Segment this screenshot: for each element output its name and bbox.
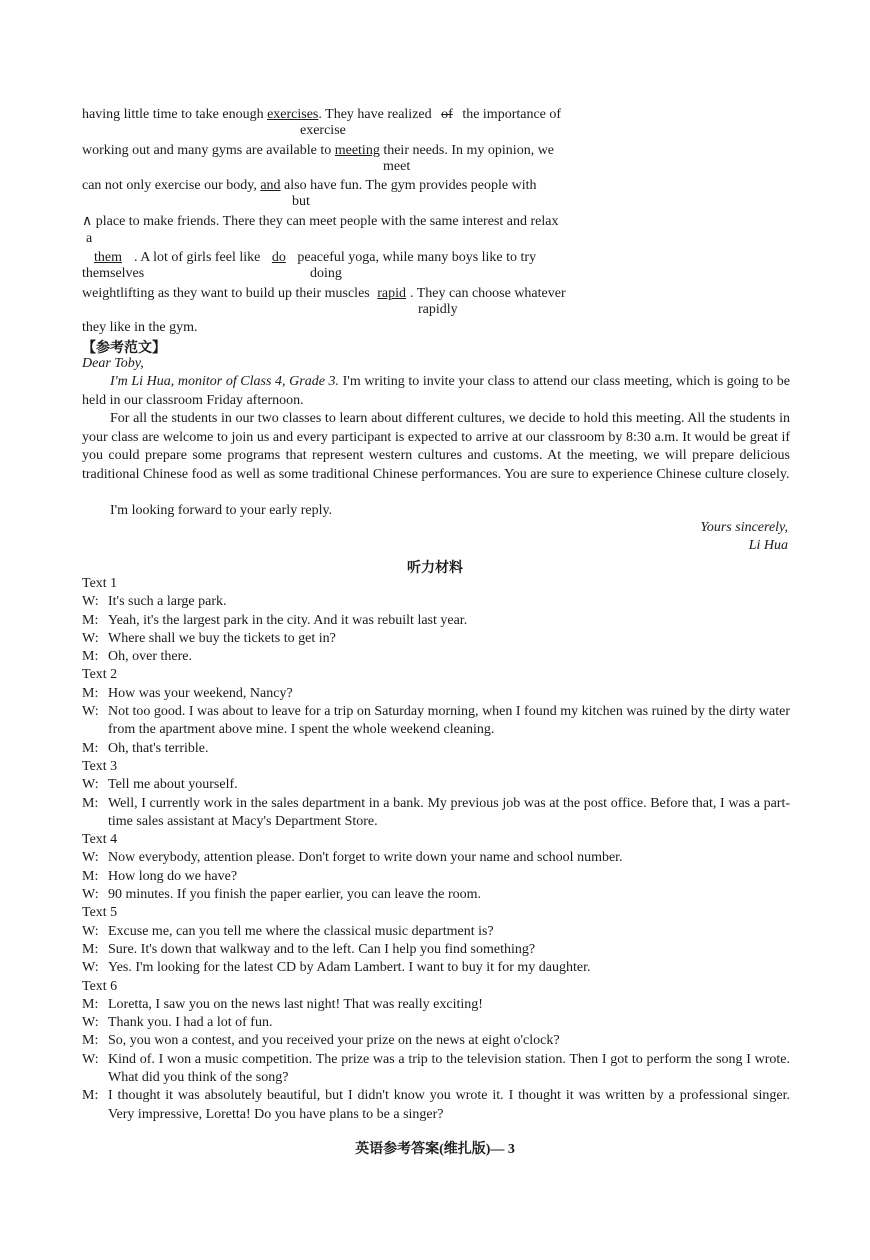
text: also have fun. The gym provides people with bbox=[280, 178, 537, 193]
correction-word: but bbox=[292, 194, 310, 209]
speaker: M: bbox=[82, 996, 99, 1012]
dialogue-line bbox=[82, 1032, 790, 1050]
correction-line-1 bbox=[82, 106, 561, 124]
utterance: Thank you. I had a lot of fun. bbox=[108, 1015, 273, 1031]
correction-word: doing bbox=[310, 266, 342, 281]
utterance: Well, I currently work in the sales department in a bank. My previous job was at the post office. Before that, I was a part-time sales assistant at Macy's Department Store. bbox=[108, 795, 790, 829]
text: the importance of bbox=[458, 107, 562, 122]
text: . They can choose whatever bbox=[410, 286, 566, 301]
correction-line-5 bbox=[82, 249, 536, 267]
speaker: W: bbox=[82, 704, 99, 720]
dialogue-line bbox=[82, 740, 790, 758]
dialogue-line bbox=[82, 941, 790, 959]
dialogue-line bbox=[82, 685, 790, 703]
utterance: Now everybody, attention please. Don't forget to write down your name and school number. bbox=[108, 850, 623, 866]
speaker: W: bbox=[82, 594, 99, 610]
speaker: W: bbox=[82, 1015, 99, 1031]
dialogue-line bbox=[82, 1051, 790, 1088]
page-footer: 英语参考答案(维扎版)— 3 bbox=[355, 1142, 515, 1157]
essay-paragraph-2 bbox=[82, 410, 790, 484]
salutation: Dear Toby, bbox=[82, 356, 144, 371]
correction-line-6 bbox=[82, 285, 566, 303]
speaker: W: bbox=[82, 960, 99, 976]
speaker: W: bbox=[82, 850, 99, 866]
speaker: M: bbox=[82, 740, 99, 756]
error-word: meeting bbox=[334, 143, 380, 158]
correction-line-3 bbox=[82, 177, 537, 195]
text: . They have realized bbox=[318, 107, 436, 122]
utterance: Excuse me, can you tell me where the classical music department is? bbox=[108, 923, 494, 939]
correction-word: a bbox=[86, 231, 93, 246]
utterance: Kind of. I won a music competition. The prize was a trip to the television station. Then I got to perform the song I wrote. What did you think of the song? bbox=[108, 1051, 790, 1086]
closing: Yours sincerely, bbox=[700, 520, 788, 535]
text: I'm writing to invite your class to attend our class meeting, which is going to be held in our classroom Friday afternoon. bbox=[82, 374, 790, 408]
speaker: M: bbox=[82, 612, 99, 628]
error-word: do bbox=[271, 250, 286, 265]
section-heading: 【参考范文】 bbox=[82, 341, 166, 356]
utterance: How was your weekend, Nancy? bbox=[108, 685, 293, 701]
utterance: So, you won a contest, and you received your prize on the news at eight o'clock? bbox=[108, 1033, 560, 1049]
dialogue-line bbox=[82, 612, 790, 630]
utterance: How long do we have? bbox=[108, 868, 238, 884]
text: weightlifting as they want to build up their muscles bbox=[82, 286, 374, 301]
error-word: rapid bbox=[377, 286, 406, 301]
utterance: 90 minutes. If you finish the paper earlier, you can leave the room. bbox=[108, 887, 482, 903]
dialogue-line bbox=[82, 886, 790, 904]
text: peaceful yoga, while many boys like to try bbox=[293, 250, 537, 265]
speaker: W: bbox=[82, 630, 99, 646]
text-label: Text 1 bbox=[82, 576, 118, 591]
speaker: W: bbox=[82, 923, 99, 939]
utterance: Oh, that's terrible. bbox=[108, 740, 209, 756]
dialogue-line bbox=[82, 996, 790, 1014]
text-label: Text 4 bbox=[82, 832, 118, 848]
dialogue-line bbox=[82, 795, 790, 832]
correction-word: exercise bbox=[300, 123, 346, 138]
signature: Li Hua bbox=[748, 538, 788, 553]
error-word: them bbox=[94, 250, 122, 265]
text: their needs. In my opinion, we bbox=[379, 143, 555, 158]
text: can not only exercise our body, bbox=[82, 178, 261, 193]
utterance: Oh, over there. bbox=[108, 649, 192, 665]
dialogue-line bbox=[82, 849, 790, 867]
text: having little time to take enough bbox=[82, 107, 268, 122]
error-word: and bbox=[260, 178, 281, 193]
speaker: M: bbox=[82, 1033, 99, 1049]
dialogue-line bbox=[82, 923, 790, 941]
text: place to make friends. There they can meet people with the same interest and relax bbox=[92, 214, 559, 229]
correction-word: rapidly bbox=[418, 302, 458, 317]
listening-transcripts bbox=[82, 575, 790, 1124]
error-word: exercises bbox=[267, 107, 319, 122]
dialogue-line bbox=[82, 959, 790, 977]
text: I'm Li Hua, monitor of Class 4, Grade 3. bbox=[110, 374, 340, 389]
speaker: M: bbox=[82, 1088, 99, 1104]
text-label: Text 2 bbox=[82, 667, 118, 683]
section-title: 听力材料 bbox=[407, 561, 463, 576]
text: I'm looking forward to your early reply. bbox=[110, 503, 333, 518]
dialogue-line bbox=[82, 776, 790, 794]
speaker: M: bbox=[82, 685, 99, 701]
utterance: Yeah, it's the largest park in the city. And it was rebuilt last year. bbox=[108, 612, 468, 628]
speaker: W: bbox=[82, 1051, 99, 1067]
speaker: M: bbox=[82, 941, 99, 957]
dialogue-line bbox=[82, 1014, 790, 1032]
correction-line-7: they like in the gym. bbox=[82, 320, 198, 335]
dialogue-line bbox=[82, 648, 790, 666]
speaker: M: bbox=[82, 795, 99, 811]
utterance: I thought it was absolutely beautiful, but I didn't know you wrote it. I thought it was written by a professional singer. Very impressive, Loretta! Do you have plans to be a singer? bbox=[108, 1088, 790, 1122]
text-label: Text 3 bbox=[82, 758, 118, 774]
text-label: Text 6 bbox=[82, 978, 118, 994]
text: working out and many gyms are available to bbox=[82, 143, 335, 158]
utterance: Not too good. I was about to leave for a trip on Saturday morning, when I found my kitchen was ruined by the dirty water from the apartment above mine. I spent the whole weekend cleaning. bbox=[108, 704, 790, 738]
dialogue-line bbox=[82, 1087, 790, 1124]
text: . A lot of girls feel like bbox=[134, 250, 264, 265]
utterance: Yes. I'm looking for the latest CD by Adam Lambert. I want to buy it for my daughter. bbox=[108, 960, 591, 976]
utterance: Sure. It's down that walkway and to the left. Can I help you find something? bbox=[108, 941, 536, 957]
dialogue-line bbox=[82, 630, 790, 648]
dialogue-line bbox=[82, 593, 790, 611]
insert-caret: ∧ bbox=[82, 214, 93, 229]
correction-word: themselves bbox=[82, 266, 145, 281]
correction-word: meet bbox=[383, 159, 411, 174]
text: For all the students in our two classes to learn about different cultures, we decide to hold this meeting. All the students in your class are welcome to join us and every participant is expected to arrive at our classroom by 8:30 a.m. It would be great if you could prepare some programs that represent western cultures and customs. At the meeting, we will prepare delicious traditional Chinese food as well as some traditional Chinese performances. You are sure to experience Chinese culture closely. bbox=[82, 411, 790, 482]
dialogue-line bbox=[82, 868, 790, 886]
speaker: M: bbox=[82, 868, 99, 884]
utterance: It's such a large park. bbox=[108, 594, 227, 610]
essay-paragraph-1 bbox=[82, 373, 790, 410]
speaker: M: bbox=[82, 649, 99, 665]
speaker: W: bbox=[82, 777, 99, 793]
deleted-word: of bbox=[441, 107, 453, 122]
utterance: Loretta, I saw you on the news last night! That was really exciting! bbox=[108, 996, 483, 1012]
dialogue-line bbox=[82, 703, 790, 740]
utterance: Where shall we buy the tickets to get in? bbox=[108, 630, 336, 646]
speaker: W: bbox=[82, 887, 99, 903]
text-label: Text 5 bbox=[82, 905, 118, 921]
correction-line-4 bbox=[82, 213, 558, 231]
utterance: Tell me about yourself. bbox=[108, 777, 238, 793]
essay-paragraph-3 bbox=[82, 502, 790, 521]
correction-line-2 bbox=[82, 142, 554, 160]
